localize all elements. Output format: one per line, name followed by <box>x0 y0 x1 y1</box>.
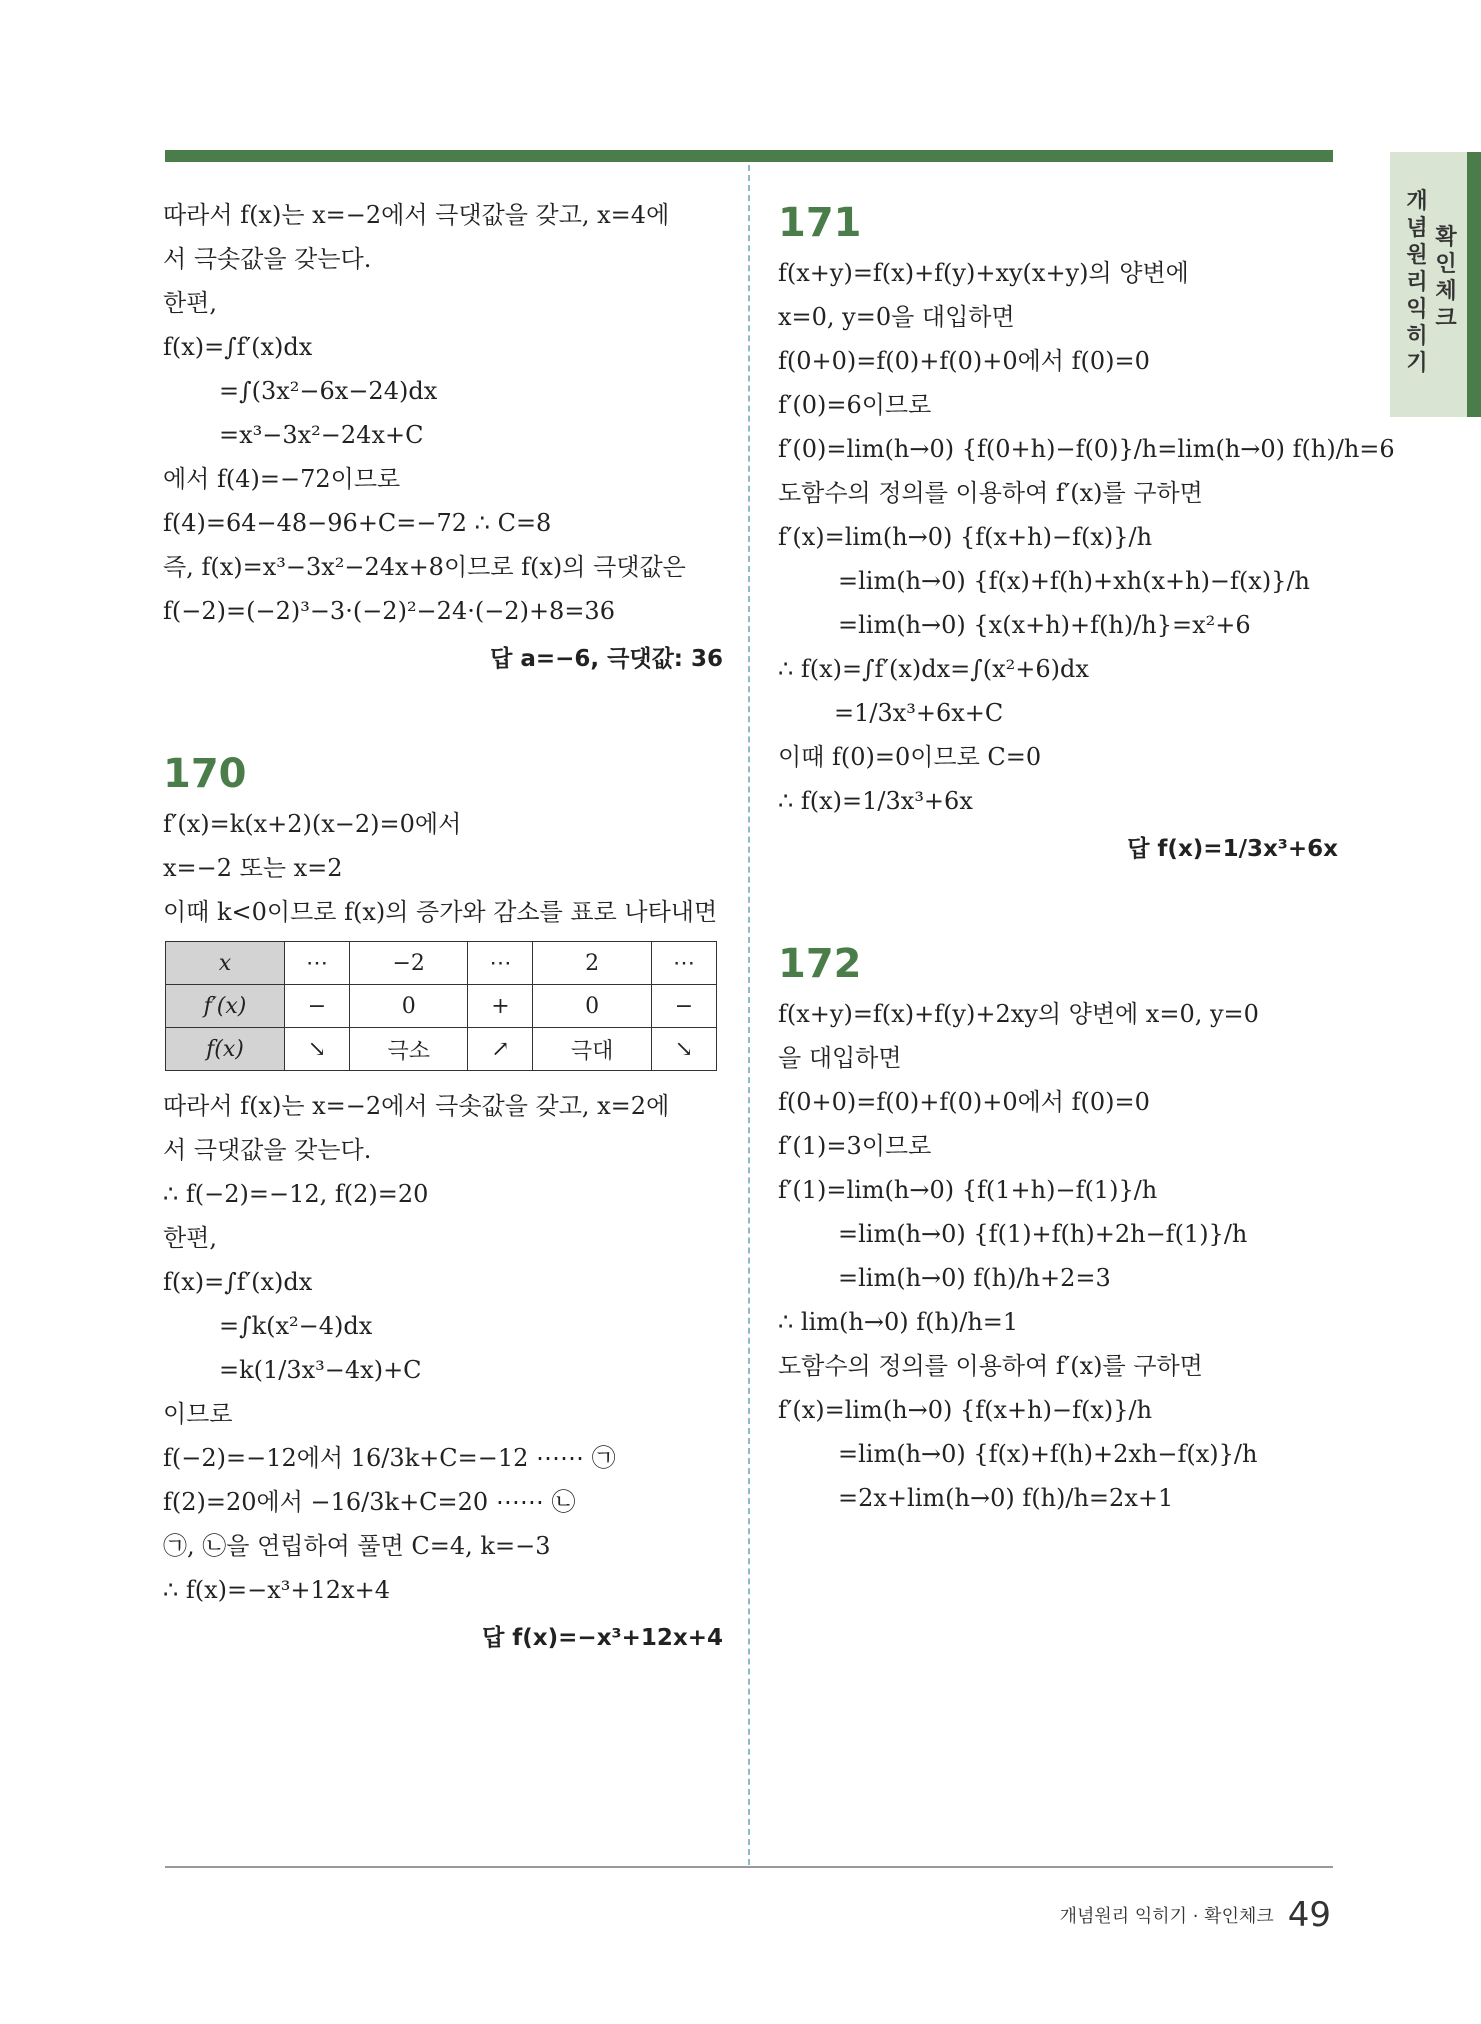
table-cell: 극소 <box>350 1028 468 1071</box>
math-line: f′(x)=k(x+2)(x−2)=0에서 <box>163 810 462 838</box>
math-line: =lim(h→0) {f(x)+f(h)+2xh−f(x)}/h <box>838 1440 1258 1468</box>
math-line: ∴ f(x)=1/3x³+6x <box>778 787 973 815</box>
solution-169-continued <box>163 200 723 673</box>
math-line: =∫(3x²−6x−24)dx <box>219 377 438 405</box>
math-line: f′(0)=lim(h→0) {f(0+h)−f(0)}/h=lim(h→0) f(h)/h=6 <box>778 435 1395 463</box>
answer-170: 답 f(x)=−x³+12x+4 <box>482 1625 723 1651</box>
math-line: f(x)=∫f′(x)dx <box>163 1268 313 1296</box>
table-cell: ⋯ <box>468 942 533 985</box>
table-cell: − <box>284 985 349 1028</box>
footer-section-title: 개념원리 익히기 · 확인체크 <box>1059 1906 1274 1927</box>
text-line: 한편, <box>163 1224 217 1252</box>
answer-171: 답 f(x)=1/3x³+6x <box>1127 836 1338 862</box>
answer-169: 답 a=−6, 극댓값: 36 <box>490 646 723 672</box>
table-cell: 극대 <box>533 1028 651 1071</box>
left-column <box>163 200 723 1652</box>
math-line: f(−2)=−12에서 16/3k+C=−12 ⋯⋯ ㉠ <box>163 1444 616 1472</box>
text-line: 한편, <box>163 289 217 317</box>
math-line: =∫k(x²−4)dx <box>219 1312 373 1340</box>
text-line: 도함수의 정의를 이용하여 f′(x)를 구하면 <box>778 479 1203 507</box>
text-line: 따라서 f(x)는 x=−2에서 극댓값을 갖고, x=4에 <box>163 201 670 229</box>
math-line: ∴ f(x)=∫f′(x)dx=∫(x²+6)dx <box>778 655 1089 683</box>
problem-number-172: 172 <box>778 941 862 987</box>
math-line: =lim(h→0) f(h)/h+2=3 <box>838 1264 1111 1292</box>
top-green-bar <box>165 150 1333 162</box>
bottom-rule <box>165 1866 1333 1868</box>
table-cell: ↗ <box>468 1028 533 1071</box>
text-line: 이때 k<0이므로 f(x)의 증가와 감소를 표로 나타내면 <box>163 898 718 926</box>
table-cell: f′(x) <box>166 985 285 1028</box>
math-line: f(−2)=(−2)³−3·(−2)²−24·(−2)+8=36 <box>163 597 615 625</box>
math-line: f′(x)=lim(h→0) {f(x+h)−f(x)}/h <box>778 523 1153 551</box>
math-line: f′(0)=6이므로 <box>778 391 932 419</box>
math-line: =lim(h→0) {x(x+h)+f(h)/h}=x²+6 <box>838 611 1251 639</box>
side-tab-label-1: 개념원리 익히기 <box>1406 189 1428 376</box>
table-cell: 2 <box>533 942 651 985</box>
table-cell: ⋯ <box>284 942 349 985</box>
math-line: f(4)=64−48−96+C=−72 ∴ C=8 <box>163 509 552 537</box>
right-column <box>778 200 1395 1527</box>
math-line: f(x+y)=f(x)+f(y)+xy(x+y)의 양변에 <box>778 259 1189 287</box>
math-line: =2x+lim(h→0) f(h)/h=2x+1 <box>838 1484 1174 1512</box>
table-cell: ↘ <box>651 1028 716 1071</box>
math-line: =1/3x³+6x+C <box>834 699 1004 727</box>
side-tab-label-2: 확인체크 <box>1435 225 1457 331</box>
math-line: x=−2 또는 x=2 <box>163 854 343 882</box>
math-line: =k(1/3x³−4x)+C <box>219 1356 422 1384</box>
increase-decrease-table <box>165 941 717 1071</box>
math-line: =lim(h→0) {f(x)+f(h)+xh(x+h)−f(x)}/h <box>838 567 1310 595</box>
text-line: 이므로 <box>163 1400 233 1428</box>
math-line: f(2)=20에서 −16/3k+C=20 ⋯⋯ ㉡ <box>163 1488 576 1516</box>
text-line: ㉠, ㉡을 연립하여 풀면 C=4, k=−3 <box>163 1532 551 1560</box>
text-line: 따라서 f(x)는 x=−2에서 극솟값을 갖고, x=2에 <box>163 1092 670 1120</box>
math-line: =lim(h→0) {f(1)+f(h)+2h−f(1)}/h <box>838 1220 1248 1248</box>
text-line: 서 극솟값을 갖는다. <box>163 245 372 273</box>
math-line: x=0, y=0을 대입하면 <box>778 303 1015 331</box>
problem-number-171: 171 <box>778 200 862 246</box>
math-line: f′(1)=3이므로 <box>778 1132 932 1160</box>
text-line: 도함수의 정의를 이용하여 f′(x)를 구하면 <box>778 1352 1203 1380</box>
text-line: 이때 f(0)=0이므로 C=0 <box>778 743 1042 771</box>
table-cell: 0 <box>533 985 651 1028</box>
table-cell: f(x) <box>166 1028 285 1071</box>
column-divider <box>748 165 750 1865</box>
math-line: f′(x)=lim(h→0) {f(x+h)−f(x)}/h <box>778 1396 1153 1424</box>
table-row <box>166 985 717 1028</box>
page-footer <box>1060 1895 1331 1935</box>
math-line: f′(1)=lim(h→0) {f(1+h)−f(1)}/h <box>778 1176 1158 1204</box>
math-line: ∴ lim(h→0) f(h)/h=1 <box>778 1308 1019 1336</box>
math-line: =x³−3x²−24x+C <box>219 421 424 449</box>
table-cell: + <box>468 985 533 1028</box>
solution-171 <box>778 200 1395 863</box>
table-cell: 0 <box>350 985 468 1028</box>
table-cell: ↘ <box>284 1028 349 1071</box>
table-row <box>166 1028 717 1071</box>
text-line: 즉, f(x)=x³−3x²−24x+8이므로 f(x)의 극댓값은 <box>163 553 686 581</box>
math-line: ∴ f(x)=−x³+12x+4 <box>163 1576 390 1604</box>
math-line: f(0+0)=f(0)+f(0)+0에서 f(0)=0 <box>778 1088 1150 1116</box>
side-section-tab[interactable] <box>1390 152 1481 417</box>
problem-number-170: 170 <box>163 751 247 797</box>
table-cell: x <box>166 942 285 985</box>
math-line: f(x)=∫f′(x)dx <box>163 333 313 361</box>
table-cell: − <box>651 985 716 1028</box>
text-line: 을 대입하면 <box>778 1044 902 1072</box>
page-number: 49 <box>1287 1895 1331 1935</box>
table-row <box>166 942 717 985</box>
text-line: 서 극댓값을 갖는다. <box>163 1136 372 1164</box>
math-line: ∴ f(−2)=−12, f(2)=20 <box>163 1180 429 1208</box>
solution-172 <box>778 941 1338 1513</box>
table-cell: −2 <box>350 942 468 985</box>
text-line: 에서 f(4)=−72이므로 <box>163 465 401 493</box>
solution-170 <box>163 751 723 1652</box>
math-line: f(x+y)=f(x)+f(y)+2xy의 양변에 x=0, y=0 <box>778 1000 1259 1028</box>
table-cell: ⋯ <box>651 942 716 985</box>
math-line: f(0+0)=f(0)+f(0)+0에서 f(0)=0 <box>778 347 1150 375</box>
